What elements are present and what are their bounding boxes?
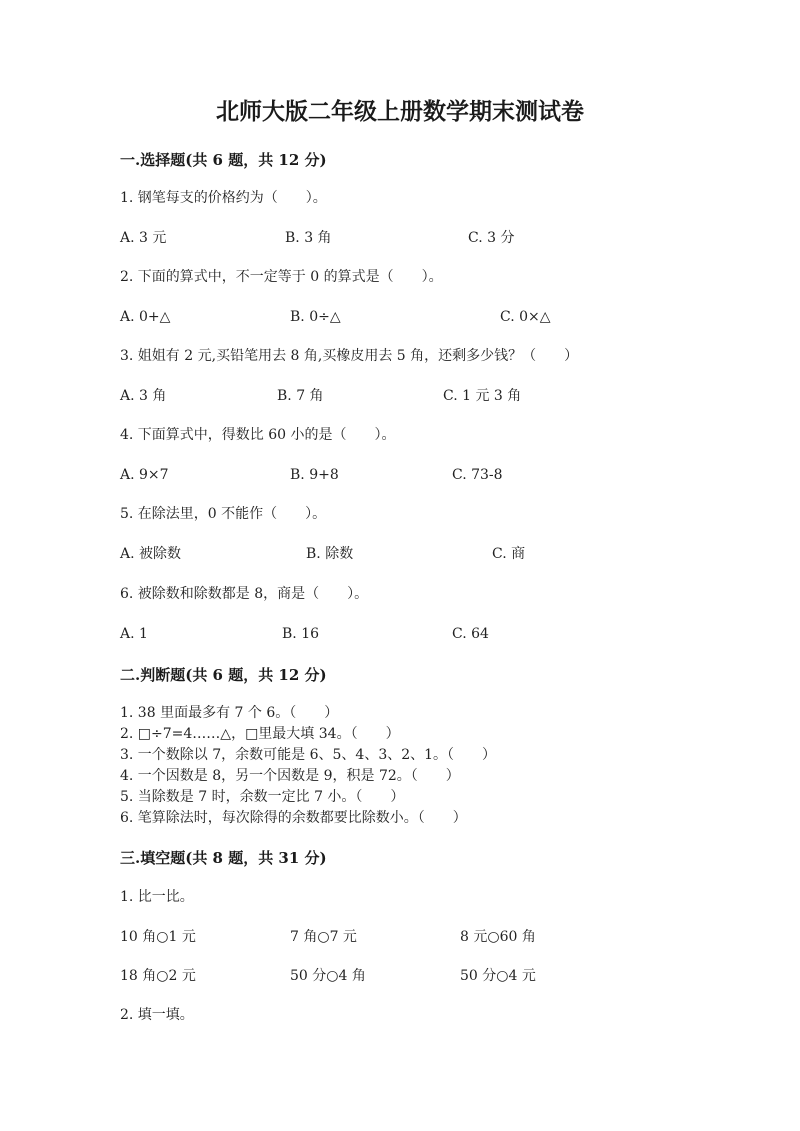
judge-item-4: 4. 一个因数是 8，另一个因数是 9，积是 72。（ ） [120, 768, 460, 784]
compare-item: 7 角○7 元 [290, 929, 357, 945]
fill-question-1: 1. 比一比。 [120, 889, 194, 905]
choice-q5-option-c: C. 商 [492, 546, 526, 562]
page-title: 北师大版二年级上册数学期末测试卷 [216, 98, 584, 125]
compare-item: 50 分○4 角 [290, 968, 366, 984]
compare-item: 18 角○2 元 [120, 968, 196, 984]
choice-q3-option-a: A. 3 角 [120, 388, 167, 404]
choice-q4-option-c: C. 73-8 [452, 467, 503, 483]
choice-q3-option-c: C. 1 元 3 角 [443, 388, 522, 404]
choice-question-6: 6. 被除数和除数都是 8，商是（ ）。 [120, 586, 369, 602]
choice-q3-option-b: B. 7 角 [277, 388, 324, 404]
section-heading-fill: 三.填空题(共 8 题，共 31 分) [120, 849, 327, 867]
choice-q6-option-b: B. 16 [282, 626, 320, 642]
choice-q4-option-b: B. 9+8 [290, 467, 339, 483]
choice-question-1: 1. 钢笔每支的价格约为（ ）。 [120, 190, 327, 206]
choice-q6-option-a: A. 1 [120, 626, 148, 642]
judge-item-3: 3. 一个数除以 7，余数可能是 6、5、4、3、2、1。（ ） [120, 747, 497, 763]
choice-q6-option-c: C. 64 [452, 626, 489, 642]
choice-q2-option-a: A. 0+△ [120, 309, 171, 325]
choice-question-4: 4. 下面算式中，得数比 60 小的是（ ）。 [120, 427, 396, 443]
choice-q2-option-c: C. 0×△ [500, 309, 551, 325]
choice-q5-option-a: A. 被除数 [120, 546, 182, 562]
section-heading-judge: 二.判断题(共 6 题，共 12 分) [120, 666, 327, 684]
section-heading-choice: 一.选择题(共 6 题，共 12 分) [120, 151, 327, 169]
choice-question-3: 3. 姐姐有 2 元,买铅笔用去 8 角,买橡皮用去 5 角，还剩多少钱？（ ） [120, 348, 579, 364]
judge-item-5: 5. 当除数是 7 时，余数一定比 7 小。（ ） [120, 789, 405, 805]
choice-q4-option-a: A. 9×7 [120, 467, 169, 483]
choice-q1-option-a: A. 3 元 [120, 230, 167, 246]
choice-q5-option-b: B. 除数 [306, 546, 354, 562]
judge-item-6: 6. 笔算除法时，每次除得的余数都要比除数小。（ ） [120, 810, 467, 826]
choice-q1-option-b: B. 3 角 [285, 230, 332, 246]
choice-question-2: 2. 下面的算式中，不一定等于 0 的算式是（ ）。 [120, 269, 443, 285]
fill-question-2: 2. 填一填。 [120, 1007, 194, 1023]
compare-item: 8 元○60 角 [460, 929, 536, 945]
choice-q1-option-c: C. 3 分 [468, 230, 515, 246]
judge-item-2: 2. □÷7=4……△，□里最大填 34。（ ） [120, 726, 400, 742]
choice-question-5: 5. 在除法里，0 不能作（ ）。 [120, 506, 327, 522]
compare-item: 10 角○1 元 [120, 929, 196, 945]
choice-q2-option-b: B. 0÷△ [290, 309, 341, 325]
judge-item-1: 1. 38 里面最多有 7 个 6。（ ） [120, 705, 339, 721]
compare-item: 50 分○4 元 [460, 968, 536, 984]
